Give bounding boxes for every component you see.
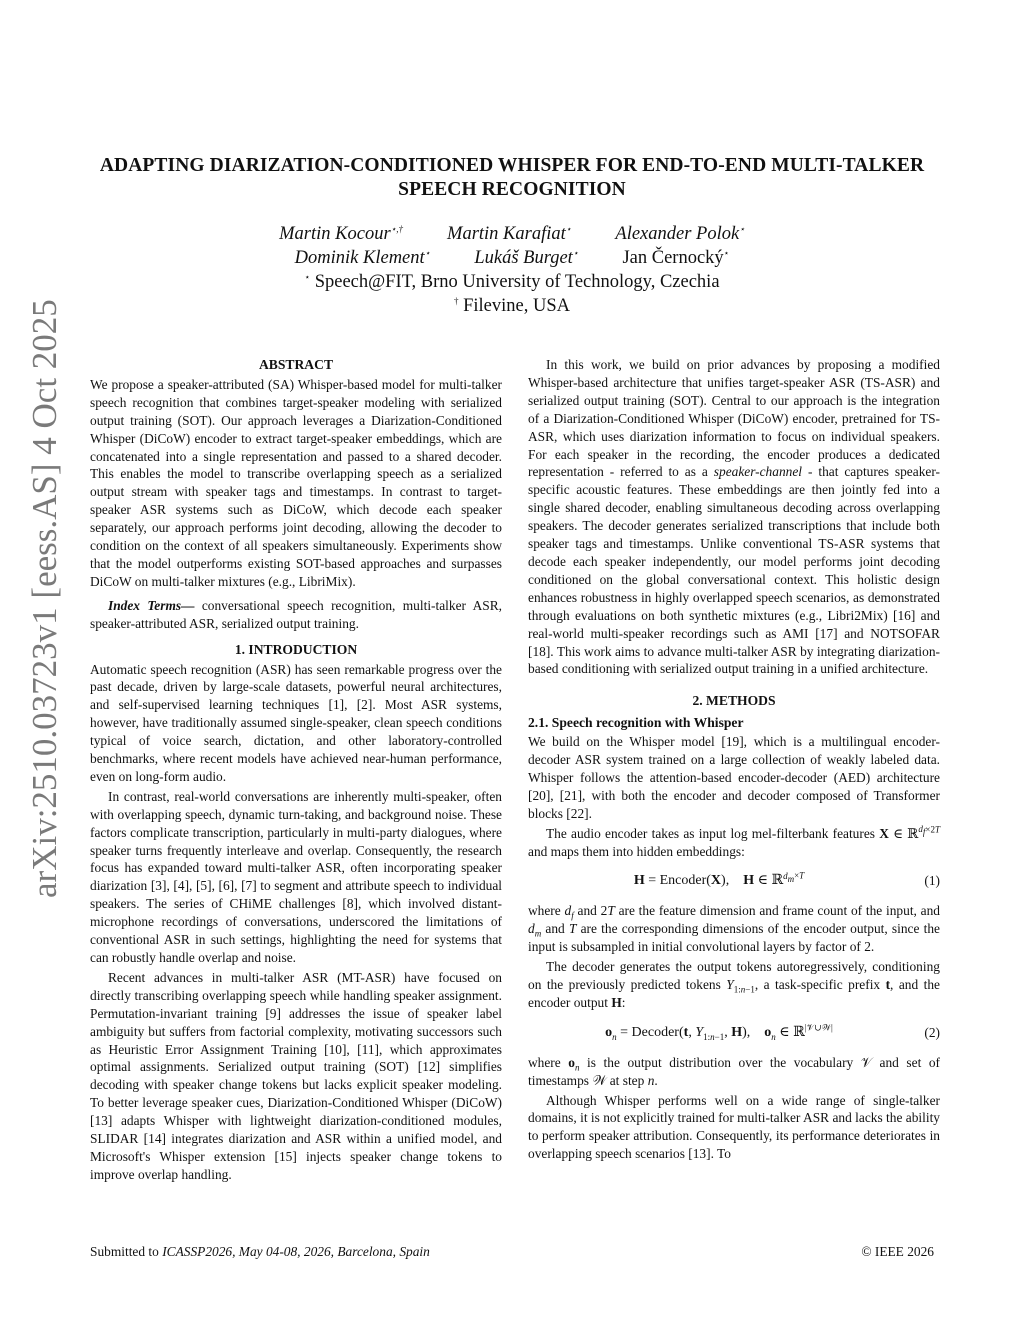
paragraph: Recent advances in multi-talker ASR (MT-ASR) have focused on directly transcribing overlapping speech while handling speaker assignment. Permutation-invariant training [9] addresses the issue of speaker label ambiguity but suffers from factorial complexity, motivating successors such as Heuristic Error Assignment Training [10], [11], which approximates optimal assignments. Serialized output training (SOT) [12] simplifies decoding with speaker change tokens but lacks explicit speaker modeling. To better leverage speaker cues, Diarization-Conditioned Whisper (DiCoW) [13] adapts Whisper with lightweight diarization-conditioned modules, SLIDAR [14] integrates diarization and ASR within a unified model, and Microsoft's Whisper extension [15] injects speaker change tokens to improve overlap handling.: [90, 969, 502, 1182]
author: Martin Kocour⋆,†: [279, 223, 404, 244]
author-row-1: [150, 222, 874, 246]
footer-submission: Submitted to ICASSP2026, May 04-08, 2026, Barcelona, Spain: [90, 1244, 430, 1259]
section-heading-methods: 2. METHODS: [692, 693, 776, 709]
equation-body: H = Encoder(X), H ∈ ℝ$^{d_m\times T}$: [633, 870, 805, 889]
paragraph: Automatic speech recognition (ASR) has seen remarkable progress over the past decade, driven by large-scale datasets, powerful neural architectures, and self-supervised learning techniques [1], [2]. Most ASR systems, however, have traditionally assumed single-speaker, clean speech conditions typical of voice search, dictation, and other laboratory-controlled benchmarks, where recent models have achieved near-human performance, even on long-form audio.: [90, 661, 502, 784]
equation-body: $o_n$ = Decoder(t, $Y_{1:n-1}$, H), $o_n$ ∈ ℝ$^{|𝒱\cup 𝒲|}$: [605, 1022, 833, 1042]
paragraph: In this work, we build on prior advances by proposing a modified Whisper-based architecture that unifies target-speaker ASR (TS-ASR) and serialized output training (SOT). Central to our approach is the integration of a Diarization-Conditioned Whisper (DiCoW) encoder, pretrained for TS-ASR, which uses diarization information to focus on individual speakers. For each speaker in the recording, the encoder produces a dedicated representation - referred to as a speaker-channel - that captures speaker-specific acoustic features. These embeddings are then jointly fed into a single shared decoder, enabling simultaneous decoding across overlapping speakers. The decoder generates serialized transcriptions that include both speaker tags and timestamps. Unlike conventional TS-ASR systems that decode each speaker independently, our model performs joint decoding conditioned on the global conversational context. This holistic design enhances robustness in highly overlapped speech scenarios, as demonstrated through evaluations on both synthetic mixtures (e.g., Libri2Mix) [16] and real-world multi-speaker recordings such as AMI [17] and NOTSOFAR [18]. This work aims to advance multi-talker ASR by integrating diarization-based conditioning with serialized output training in a unified architecture.: [528, 357, 940, 677]
index-terms: Index Terms— conversational speech recognition, multi-talker ASR, speaker-attributed ASR, serialized output training.: [90, 597, 502, 631]
author-block: [150, 222, 874, 318]
footer-copyright: © IEEE 2026: [861, 1244, 934, 1259]
paragraph: The decoder generates the output tokens autoregressively, conditioning on the previously predicted tokens $Y_{1:n-1}$, a task-specific prefix t, and the encoder output H:: [528, 959, 940, 1010]
paragraph: where $o_n$ is the output distribution over the vocabulary 𝒱 and set of timestamps 𝒲 at step n.: [528, 1054, 940, 1088]
equation-2: [528, 1024, 940, 1042]
abstract-text: We propose a speaker-attributed (SA) Whisper-based model for multi-talker speech recognition that combines target-speaker modeling with serialized output training (SOT). Our approach leverages a Diarization-Conditioned Whisper (DiCoW) encoder to extract target-speaker embeddings, which are concatenated into a single representation and passed to a shared decoder. This enables the model to transcribe overlapping speech as a serialized output stream with speaker tags and timestamps. In contrast to target-speaker ASR systems such as DiCoW, which decode each speaker separately, our approach performs joint decoding, allowing the decoder to condition on the context of all speakers simultaneously. Experiments show that the model outperforms existing SOT-based approaches and surpasses DiCoW on multi-talker mixtures (e.g., LibriMix).: [90, 376, 502, 589]
arxiv-stamp: arXiv:2510.03723v1 [eess.AS] 4 Oct 2025: [25, 299, 64, 898]
abstract-heading: ABSTRACT: [258, 357, 334, 372]
affiliation-1: ⋆ Speech@FIT, Brno University of Technology, Czechia: [304, 271, 720, 292]
paragraph: where $d_f$ and 2T are the feature dimension and frame count of the input, and $d_m$ and T are the corresponding dimensions of the encoder output, since the input is subsampled in initial convolutional layers by factor of 2.: [528, 903, 940, 955]
affiliation-2: † Filevine, USA: [453, 295, 570, 316]
author-row-2: [150, 246, 874, 270]
paragraph: In contrast, real-world conversations are inherently multi-speaker, often with overlapping speech, dynamic turn-taking, and background noise. These factors complicate transcription, particularly in multi-party dialogues, where speaker turns frequently interleave and overlap. Consequently, the research focus has expanded toward multi-talker ASR, often incorporating speaker diarization [3], [4], [5], [6], [7] to segment and attribute speech to individual speakers. The series of CHiME challenges [8], which involved distant-microphone recordings of conversations, underscored the limitations of conventional ASR in such settings, highlighting the need for systems that can robustly handle overlap and noise.: [90, 788, 502, 965]
index-terms-label: Index Terms—: [108, 597, 195, 613]
section-heading-introduction: 1. INTRODUCTION: [234, 641, 358, 657]
author: Lukáš Burget⋆: [474, 247, 579, 268]
equation-1: [528, 872, 940, 890]
paragraph: Although Whisper performs well on a wide range of single-talker domains, it is not explicitly trained for multi-talker ASR and lacks the ability to perform speaker attribution. Consequently, its performance deteriorates in overlapping speech scenarios [13]. To: [528, 1092, 940, 1162]
left-column: [90, 356, 502, 1184]
equation-number: (1): [924, 873, 940, 889]
author: Dominik Klement⋆: [294, 247, 431, 268]
author: Martin Karafiat⋆: [447, 223, 572, 244]
subsection-heading: 2.1. Speech recognition with Whisper: [528, 715, 744, 731]
paper-title: ADAPTING DIARIZATION-CONDITIONED WHISPER FOR END-TO-END MULTI-TALKER SPEECH RECOGNITION: [99, 155, 925, 200]
paragraph: The audio encoder takes as input log mel-filterbank features X ∈ ℝ$^{d_f\times 2T}$ and maps them into hidden embeddings:: [528, 824, 940, 859]
equation-number: (2): [924, 1024, 940, 1040]
right-column: [528, 356, 940, 1163]
paragraph: We build on the Whisper model [19], which is a multilingual encoder-decoder ASR system trained on a large collection of weakly labeled data. Whisper follows the attention-based encoder-decoder (AED) architecture [20], [21], with both the encoder and decoder composed of Transformer blocks [22].: [528, 734, 940, 821]
author: Jan Černocký⋆: [622, 247, 730, 268]
emphasis: speaker-channel: [713, 464, 803, 480]
author: Alexander Polok⋆: [615, 223, 745, 244]
